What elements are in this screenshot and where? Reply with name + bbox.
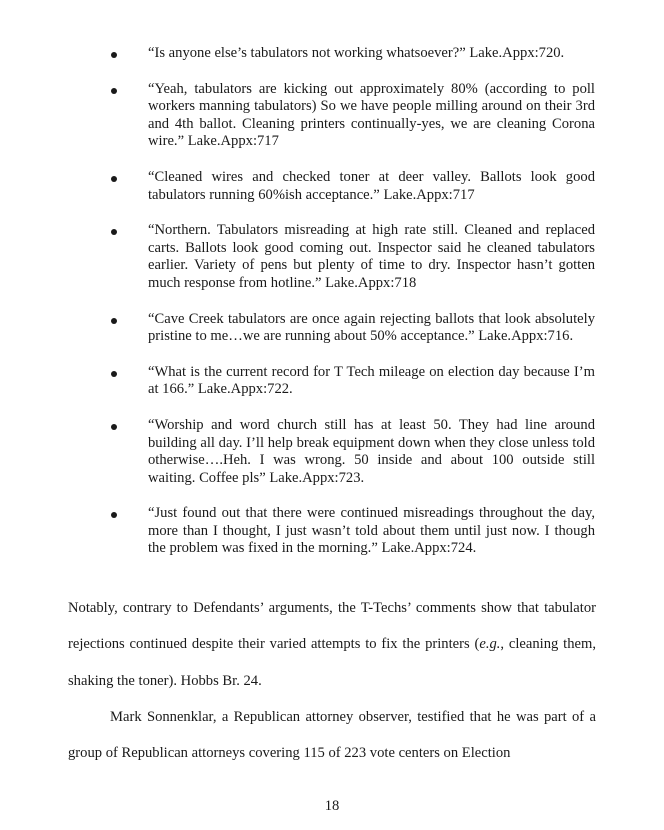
emphasis-text: e.g. bbox=[479, 636, 501, 653]
bullet-item bbox=[0, 169, 664, 204]
bullet-text: “Just found out that there were continued misreadings throughout the day, more than I thought, I just wasn’t told about them until just now. I though the problem was fixed in the morning.” Lake.Appx:724. bbox=[148, 505, 595, 557]
page-number: 18 bbox=[324, 798, 340, 814]
bullet-icon bbox=[111, 424, 117, 430]
quote-bullet-list bbox=[0, 45, 664, 576]
body-paragraph: Mark Sonnenklar, a Republican attorney observer, testified that he was part of a group of Republican attorneys covering 115 of 223 vote centers on Election bbox=[68, 709, 596, 762]
bullet-item bbox=[0, 364, 664, 399]
bullet-icon bbox=[111, 371, 117, 377]
bullet-icon bbox=[111, 176, 117, 182]
bullet-icon bbox=[111, 52, 117, 58]
bullet-item bbox=[0, 417, 664, 487]
bullet-item bbox=[0, 311, 664, 346]
bullet-text: “Yeah, tabulators are kicking out approximately 80% (according to poll workers manning tabulators) So we have people milling around on their 3rd and 4th ballot. Cleaning printers continually-yes, we are cleaning Corona wire.” Lake.Appx:717 bbox=[148, 80, 595, 150]
bullet-item bbox=[0, 81, 664, 151]
bullet-text: “Worship and word church still has at least 50. They had line around building all day. I’ll help break equipment down when they close unless told otherwise….Heh. I was wrong. 50 inside and about 100 outside still waiting. Coffee pls” Lake.Appx:723. bbox=[148, 416, 595, 486]
bullet-item bbox=[0, 45, 664, 63]
bullet-text: “Northern. Tabulators misreading at high rate still. Cleaned and replaced carts. Ballots look good coming out. Inspector said he cleaned tabulators earlier. Variety of pens but plenty of time to dry. Inspector hasn’t gotten much response from hotline.” Lake.Appx:718 bbox=[148, 222, 595, 291]
bullet-text: “Cave Creek tabulators are once again rejecting ballots that look absolutely pristine to me…we are running about 50% acceptance.” Lake.Appx:716. bbox=[148, 310, 595, 345]
bullet-text: “Cleaned wires and checked toner at deer valley. Ballots look good tabulators running 60%ish acceptance.” Lake.Appx:717 bbox=[148, 168, 595, 203]
bullet-icon bbox=[111, 229, 117, 235]
bullet-text: “What is the current record for T Tech mileage on election day because I’m at 166.” Lake.Appx:722. bbox=[148, 363, 595, 398]
bullet-icon bbox=[111, 88, 117, 94]
bullet-icon bbox=[111, 318, 117, 324]
bullet-text: “Is anyone else’s tabulators not working whatsoever?” Lake.Appx:720. bbox=[148, 45, 565, 61]
bullet-icon bbox=[111, 512, 117, 518]
bullet-item bbox=[0, 505, 664, 558]
bullet-item bbox=[0, 222, 664, 292]
paragraph-text: , cleaning them, shaking the toner). Hobbs Br. 24. bbox=[68, 636, 596, 689]
paragraph-text: Notably, contrary to Defendants’ arguments, the T-Techs’ comments show that tabulator rejections continued despite their varied attempts to fix the printers ( bbox=[68, 600, 596, 653]
body-paragraph bbox=[68, 590, 596, 699]
